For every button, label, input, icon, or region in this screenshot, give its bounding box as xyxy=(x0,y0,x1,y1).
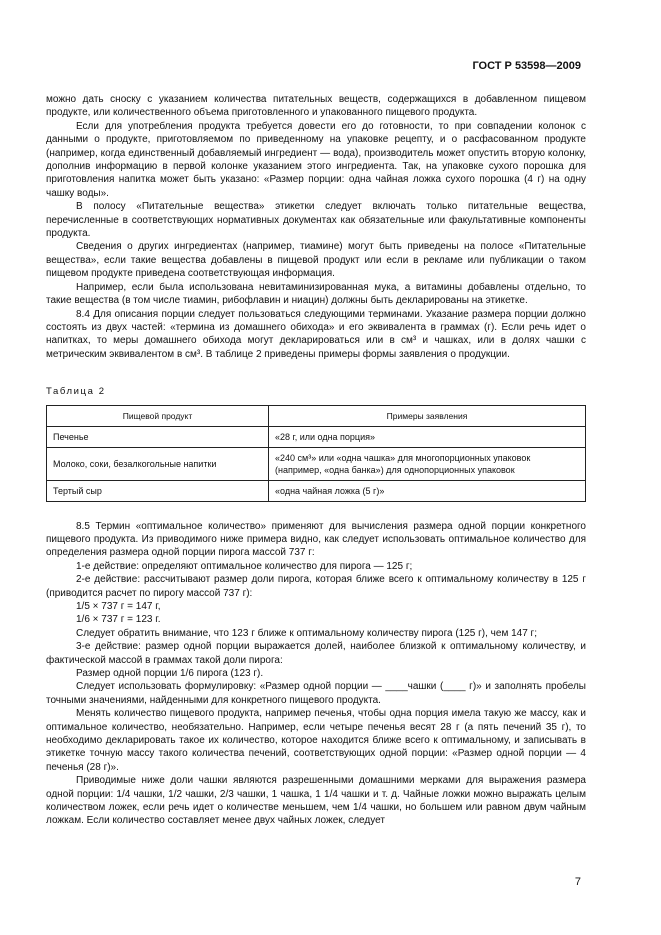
table-row xyxy=(47,426,586,447)
table-header-product: Пищевой продукт xyxy=(47,405,269,426)
paragraph: 3-е действие: размер одной порции выражается долей, наиболее близкой к оптимальному количеству, и фактической массой в граммах такой доли пирога: xyxy=(46,641,586,666)
paragraph: Если для употребления продукта требуется довести его до готовности, то при совпадении колонок с данными о продукте, приготовляемом по приведенному на упаковке рецепту, и о расфасованном продукте (например, когда единственный добавляемый ингредиент — вода), производитель может опустить вторую колонку, дополнив информацию в первой колонке указанием этого ингредиента. Так, на упаковке сухого порошка для приготовления напитка может быть указано: «Размер порции: одна чайная ложка сухого порошка (4 г) на одну чашку воды». xyxy=(46,120,586,199)
table-cell: «240 см³» или «одна чашка» для многопорционных упаковок (например, «одна банка») для однопорционных упаковок xyxy=(269,447,586,480)
formula-line: 1/5 × 737 г = 147 г, xyxy=(76,600,161,612)
paragraph: Менять количество пищевого продукта, например печенья, чтобы одна порция имела такую же массу, как и оптимальное количество, необязательно. Например, если четыре печенья весят 28 г (а пять печений 35 г), то необходимо декларировать такое их количество, которое находится ближе всего к оптимальному, и записывать в этикетке точную массу такого количества печений, соответствующих одной порции: «Размер одной порции — 4 печенья (28 г)». xyxy=(46,708,586,773)
table-cell: «28 г, или одна порция» xyxy=(269,426,586,447)
paragraph: Следует обратить внимание, что 123 г ближе к оптимальному количеству пирога (125 г), чем 147 г; xyxy=(76,627,537,639)
paragraph: 1-е действие: определяют оптимальное количество для пирога — 125 г; xyxy=(76,560,413,572)
table-cell: Молоко, соки, безалкогольные напитки xyxy=(47,447,269,480)
paragraph: 8.4 Для описания порции следует пользоваться следующими терминами. Указание размера порции должно состоять из двух частей: «термина из домашнего обихода» и его эквивалента в граммах (г). Если речь идет о напитках, то меры домашнего обихода могут декларироваться или в см³ и чашках, или в долях чашки с метрическим эквивалентом в см³. В таблице 2 приведены примеры формы заявления о продукции. xyxy=(46,308,586,360)
paragraph: Размер одной порции 1/6 пирога (123 г). xyxy=(76,668,264,679)
paragraph: Следует использовать формулировку: «Размер одной порции — ____чашки (____ г)» и заполнять пробелы точными значениями, найденными для конкретного пищевого продукта. xyxy=(46,681,586,706)
paragraph: В полосу «Питательные вещества» этикетки следует включать только питательные вещества, перечисленные в соответствующих нормативных документах как обязательные или факультативные компоненты продукта. xyxy=(46,201,586,240)
table-cell: «одна чайная ложка (5 г)» xyxy=(269,480,586,501)
table-header-row xyxy=(47,405,586,426)
paragraph: Например, если была использована невитаминизированная мука, а витамины добавлены отдельно, то такие вещества (в том числе тиамин, рибофлавин и ниацин) должны быть декларированы на этикетке. xyxy=(46,281,586,307)
paragraph: можно дать сноску с указанием количества питательных веществ, содержащихся в добавленном пищевом продукте, или количественного объема приготовленного и упакованного пищевого продукта. xyxy=(46,94,586,119)
formula-line: 1/6 × 737 г = 123 г. xyxy=(76,614,161,626)
table-header-examples: Примеры заявления xyxy=(269,405,586,426)
table-row xyxy=(47,480,586,501)
examples-table xyxy=(46,405,586,502)
document-body xyxy=(46,93,586,828)
paragraph: 8.5 Термин «оптимальное количество» применяют для вычисления размера одной порции конкретного пищевого продукта. Из приводимого ниже примера видно, как следует использовать оптимальное количество для определения размера одной порции пирога массой 737 г: xyxy=(46,520,586,559)
table-cell: Тертый сыр xyxy=(47,480,269,501)
page-number: 7 xyxy=(574,876,581,888)
paragraph: Приводимые ниже доли чашки являются разрешенными домашними мерками для выражения размера одной порции: 1/4 чашки, 1/2 чашки, 2/3 чашки, 1 чашка, 1 1/4 чашки и т. д. Чайные ложки можно выражать целым количеством ложек, если речь идет о количестве меньшем, чем 1/4 чашки, но большем или равном двум чайным ложкам. Если количество составляет менее двух чайных ложек, следует xyxy=(46,775,586,827)
paragraph: Сведения о других ингредиентах (например, тиамине) могут быть приведены на полосе «Питательные вещества», если такие вещества добавлены в пищевой продукт или если в рекламе или публикации о таком пищевом продукте приведена соответствующая информация. xyxy=(46,241,586,280)
document-header: ГОСТ Р 53598—2009 xyxy=(472,60,581,72)
table-row xyxy=(47,447,586,480)
paragraph: 2-е действие: рассчитывают размер доли пирога, которая ближе всего к оптимальному количеству в 125 г (приводится расчет по пирогу массой 737 г): xyxy=(46,574,586,599)
table-caption: Таблица 2 xyxy=(46,386,106,398)
table-cell: Печенье xyxy=(47,426,269,447)
